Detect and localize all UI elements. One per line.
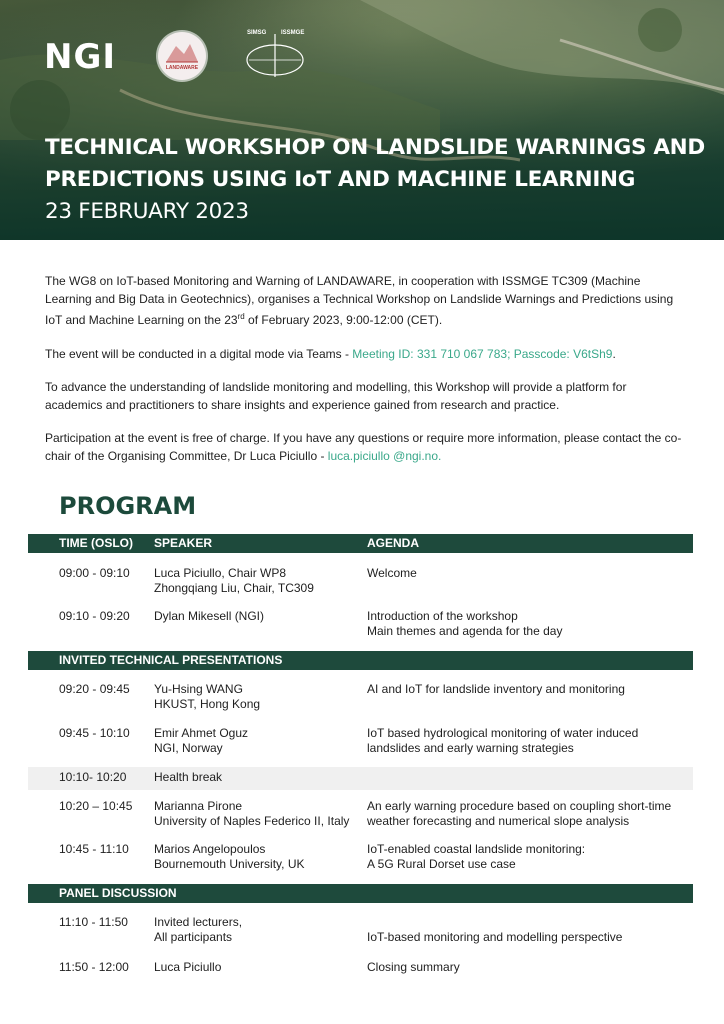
row-speaker (154, 726, 364, 756)
row-time: 09:45 - 10:10 (59, 726, 130, 740)
row-time: 09:20 - 09:45 (59, 682, 130, 696)
landaware-logo-text: LANDAWARE (165, 65, 199, 71)
ngi-logo: NGI (44, 37, 117, 77)
row-agenda (367, 960, 689, 975)
agenda-line: A 5G Rural Dorset use case (367, 857, 516, 871)
agenda-line: AI and IoT for landslide inventory and monitoring (367, 682, 625, 696)
row-speaker (154, 799, 364, 829)
speaker-line: University of Naples Federico II, Italy (154, 814, 350, 828)
agenda-line: Main themes and agenda for the day (367, 624, 563, 638)
row-agenda (367, 799, 689, 829)
program-table-header (28, 534, 693, 553)
intro-p1-text: The WG8 on IoT-based Monitoring and Warning of LANDAWARE, in cooperation with ISSMGE TC309 (Machine Learning and Big Data in Geotechnics), organises a Technical Workshop on Landslide Warnings and Predictions using IoT and Machine Learning on the 23 (45, 274, 674, 327)
row-time: 10:10- 10:20 (59, 770, 127, 784)
intro-section (45, 273, 685, 481)
header-time: TIME (OSLO) (59, 536, 133, 550)
row-time: 09:10 - 09:20 (59, 609, 130, 623)
speaker-line: All participants (154, 930, 233, 944)
row-time: 11:10 - 11:50 (59, 915, 128, 929)
speaker-line: Luca Piciullo, Chair WP8 (154, 566, 287, 580)
issmge-logo-label-left: SIMSG (247, 30, 267, 36)
agenda-line: IoT-enabled coastal landslide monitoring: (367, 842, 586, 856)
contact-email-link[interactable]: luca.piciullo @ngi.no. (327, 448, 442, 463)
speaker-line: Health break (154, 770, 223, 784)
workshop-date: 23 FEBRUARY 2023 (45, 199, 249, 224)
row-agenda (367, 842, 689, 872)
agenda-line: Introduction of the workshop (367, 609, 518, 623)
intro-paragraph-1 (45, 273, 685, 330)
row-agenda (367, 566, 689, 581)
speaker-line: Marianna Pirone (154, 799, 243, 813)
intro-p1-text-end: of February 2023, 9:00-12:00 (CET). (244, 313, 443, 327)
section-invited-label: INVITED TECHNICAL PRESENTATIONS (59, 653, 283, 667)
row-agenda (367, 915, 689, 945)
agenda-line (367, 915, 689, 930)
header-agenda: AGENDA (367, 536, 420, 550)
row-time: 11:50 - 12:00 (59, 960, 129, 974)
intro-p1-sup: rd (237, 312, 245, 321)
row-speaker (154, 915, 364, 945)
speaker-line: Emir Ahmet Oguz (154, 726, 249, 740)
speaker-line: Invited lecturers, (154, 915, 243, 929)
section-panel-label: PANEL DISCUSSION (59, 886, 177, 900)
speaker-line: Bournemouth University, UK (154, 857, 305, 871)
header-banner (0, 0, 724, 240)
row-speaker (154, 682, 364, 712)
header-speaker: SPEAKER (154, 536, 213, 550)
row-time: 09:00 - 09:10 (59, 566, 130, 580)
speaker-line: Yu-Hsing WANG (154, 682, 243, 696)
workshop-title (45, 132, 705, 228)
intro-p2-text: The event will be conducted in a digital mode via Teams - (45, 346, 353, 361)
section-header-panel (28, 884, 693, 903)
agenda-line: An early warning procedure based on coupling short-time (367, 799, 672, 813)
agenda-line: IoT based hydrological monitoring of water induced (367, 726, 639, 740)
row-speaker (154, 566, 364, 596)
intro-p2-end: . (612, 346, 616, 361)
intro-paragraph-3: To advance the understanding of landslide monitoring and modelling, this Workshop will provide a platform for academics and practitioners to share insights and experience gained from research and practice. (45, 380, 627, 412)
section-header-invited (28, 651, 693, 670)
landaware-emblem-icon (158, 32, 206, 80)
agenda-line: landslides and early warning strategies (367, 741, 574, 755)
issmge-emblem-icon (245, 30, 305, 78)
speaker-line: NGI, Norway (154, 741, 223, 755)
speaker-line: Zhongqiang Liu, Chair, TC309 (154, 581, 314, 595)
row-agenda (367, 682, 689, 697)
intro-paragraph-2 (45, 346, 685, 364)
row-time: 10:45 - 11:10 (59, 842, 129, 856)
row-time: 10:20 – 10:45 (59, 799, 133, 813)
row-speaker (154, 609, 364, 624)
agenda-line: IoT-based monitoring and modelling perspective (367, 930, 623, 944)
speaker-line: Luca Piciullo (154, 960, 222, 974)
table-row-break (28, 767, 693, 790)
workshop-title-line-2: PREDICTIONS USING IoT AND MACHINE LEARNING (45, 167, 636, 192)
row-agenda (367, 609, 689, 639)
speaker-line: Dylan Mikesell (NGI) (154, 609, 265, 623)
program-title: PROGRAM (59, 492, 197, 520)
intro-paragraph-4 (45, 430, 685, 465)
issmge-logo (245, 30, 305, 78)
row-speaker (154, 770, 364, 785)
speaker-line: HKUST, Hong Kong (154, 697, 261, 711)
workshop-title-line-1: TECHNICAL WORKSHOP ON LANDSLIDE WARNINGS AND (45, 135, 705, 160)
speaker-line: Marios Angelopoulos (154, 842, 266, 856)
agenda-line: weather forecasting and numerical slope analysis (367, 814, 630, 828)
row-speaker (154, 842, 364, 872)
agenda-line: Closing summary (367, 960, 460, 974)
issmge-logo-label-right: ISSMGE (281, 30, 305, 36)
row-agenda (367, 726, 689, 756)
intro-p4-text: Participation at the event is free of charge. If you have any questions or require more information, please contact the co-chair of the Organising Committee, Dr Luca Piciullo - (45, 431, 682, 463)
teams-meeting-info[interactable]: Meeting ID: 331 710 067 783; Passcode: V6tSh9 (352, 346, 613, 361)
landaware-logo (158, 32, 206, 80)
agenda-line: Welcome (367, 566, 417, 580)
row-speaker (154, 960, 364, 975)
